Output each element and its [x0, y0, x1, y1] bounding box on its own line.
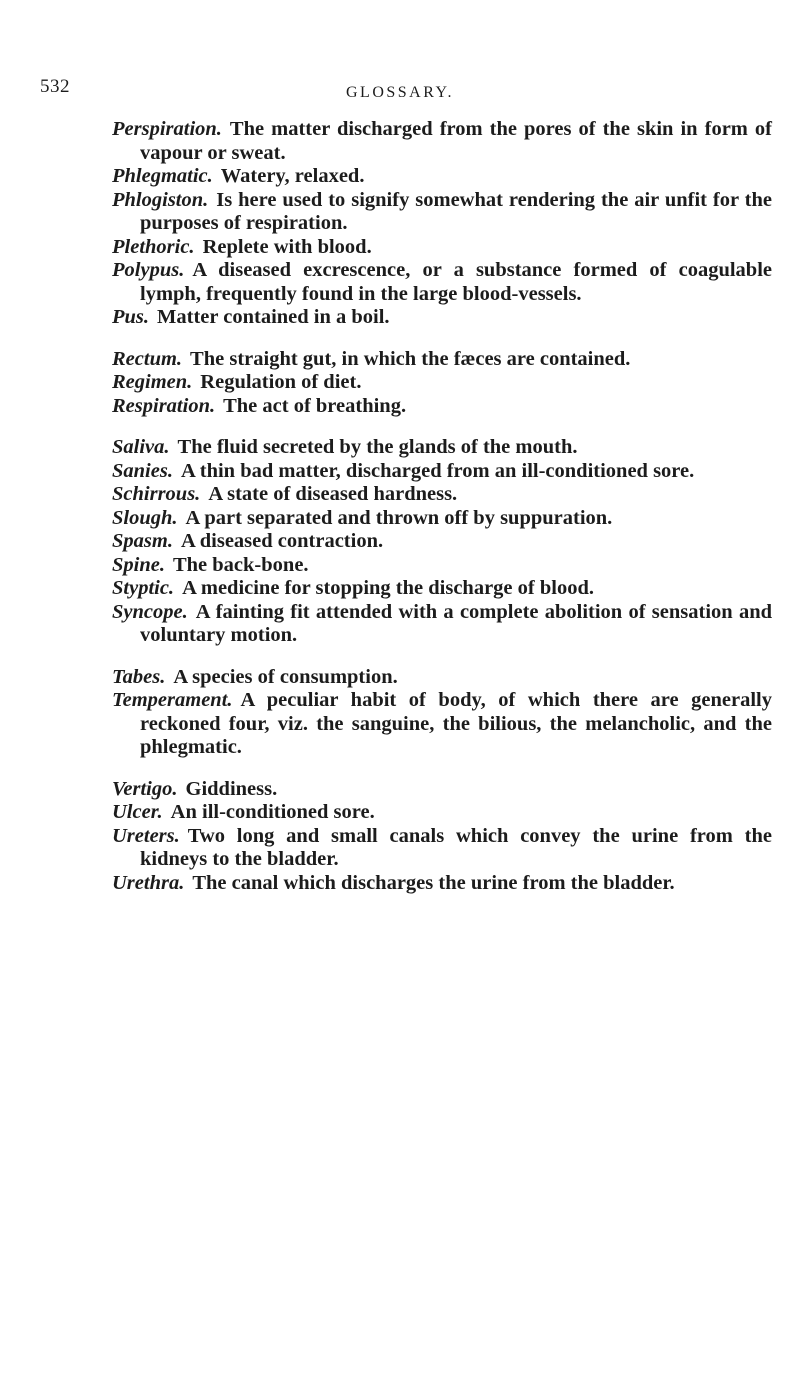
glossary-entry [112, 436, 772, 460]
glossary-entry [112, 306, 772, 330]
glossary-definition: The fluid secreted by the glands of the mouth. [177, 436, 578, 458]
glossary-definition: Giddiness. [185, 777, 278, 800]
glossary-entry [112, 348, 772, 372]
glossary-term: Tabes. [112, 665, 166, 688]
glossary-group [112, 778, 772, 896]
glossary-group [112, 348, 772, 419]
glossary-definition: Is here used to signify somewhat rendering the air unfit for the purposes of respiration. [140, 188, 772, 234]
glossary-entry [112, 460, 772, 484]
glossary-definition: The straight gut, in which the fæces are contained. [190, 347, 631, 370]
glossary-term: Styptic. [112, 577, 175, 599]
glossary-term: Phlogiston. [112, 188, 209, 211]
glossary-term: Regimen. [112, 371, 193, 393]
page-number: 532 [40, 76, 70, 97]
glossary-definition: A thin bad matter, discharged from an ill-conditioned sore. [180, 459, 695, 482]
glossary-definition: Regulation of diet. [200, 371, 362, 393]
glossary-entry [112, 165, 772, 189]
glossary-entry [112, 507, 772, 531]
glossary-definition: A medicine for stopping the discharge of blood. [182, 577, 594, 599]
glossary-entry [112, 371, 772, 395]
glossary-term: Spine. [112, 553, 165, 576]
glossary-definition: A diseased excrescence, or a substance formed of coagulable lymph, frequently found in the large blood-vessels. [140, 259, 772, 305]
glossary-entry [112, 483, 772, 507]
glossary-term: Urethra. [112, 871, 185, 894]
glossary-term: Slough. [112, 506, 178, 529]
glossary-term: Rectum. [112, 347, 183, 370]
glossary-entry [112, 395, 772, 419]
glossary-term: Ulcer. [112, 801, 163, 823]
glossary-term: Spasm. [112, 530, 173, 552]
glossary-list [112, 118, 772, 913]
glossary-group [112, 666, 772, 760]
glossary-entry [112, 554, 772, 578]
glossary-term: Saliva. [112, 436, 170, 458]
glossary-entry [112, 601, 772, 648]
glossary-definition: Replete with blood. [202, 235, 372, 258]
glossary-definition: A part separated and thrown off by suppuration. [185, 506, 613, 529]
glossary-definition: An ill-conditioned sore. [170, 801, 375, 823]
glossary-entry [112, 259, 772, 306]
glossary-term: Schirrous. [112, 483, 201, 505]
glossary-definition: A peculiar habit of body, of which there are generally reckoned four, viz. the sanguine, the bilious, the melancholic, and the phlegmatic. [140, 689, 772, 758]
glossary-definition: Matter contained in a boil. [157, 306, 390, 328]
glossary-term: Temperament. [112, 689, 233, 711]
glossary-definition: The canal which discharges the urine from the bladder. [192, 871, 675, 894]
glossary-group [112, 118, 772, 330]
glossary-term: Pus. [112, 306, 150, 328]
glossary-definition: The matter discharged from the pores of the skin in form of vapour or sweat. [140, 118, 772, 164]
glossary-definition: The act of breathing. [223, 394, 407, 417]
glossary-definition: Watery, relaxed. [220, 165, 365, 187]
glossary-term: Perspiration. [112, 118, 222, 140]
glossary-entry [112, 825, 772, 872]
running-head: GLOSSARY. [345, 84, 454, 101]
glossary-entry [112, 689, 772, 760]
glossary-definition: A diseased contraction. [180, 530, 384, 552]
glossary-term: Vertigo. [112, 777, 178, 800]
glossary-term: Sanies. [112, 459, 173, 482]
glossary-term: Phlegmatic. [112, 165, 213, 187]
glossary-entry [112, 189, 772, 236]
glossary-entry [112, 118, 772, 165]
glossary-definition: A species of consumption. [173, 665, 398, 688]
glossary-term: Plethoric. [112, 235, 195, 258]
glossary-entry [112, 577, 772, 601]
glossary-entry [112, 530, 772, 554]
glossary-entry [112, 872, 772, 896]
glossary-entry [112, 778, 772, 802]
glossary-definition: The back-bone. [172, 553, 309, 576]
glossary-term: Ureters. [112, 824, 180, 847]
glossary-definition: Two long and small canals which convey the urine from the kidneys to the bladder. [140, 824, 772, 870]
glossary-group [112, 436, 772, 648]
glossary-entry [112, 801, 772, 825]
glossary-definition: A fainting fit attended with a complete abolition of sensation and voluntary motion. [140, 600, 772, 646]
glossary-entry [112, 666, 772, 690]
glossary-term: Syncope. [112, 600, 188, 623]
glossary-definition: A state of diseased hardness. [208, 483, 458, 505]
glossary-entry [112, 236, 772, 260]
glossary-term: Respiration. [112, 394, 216, 417]
glossary-term: Polypus. [112, 259, 185, 281]
